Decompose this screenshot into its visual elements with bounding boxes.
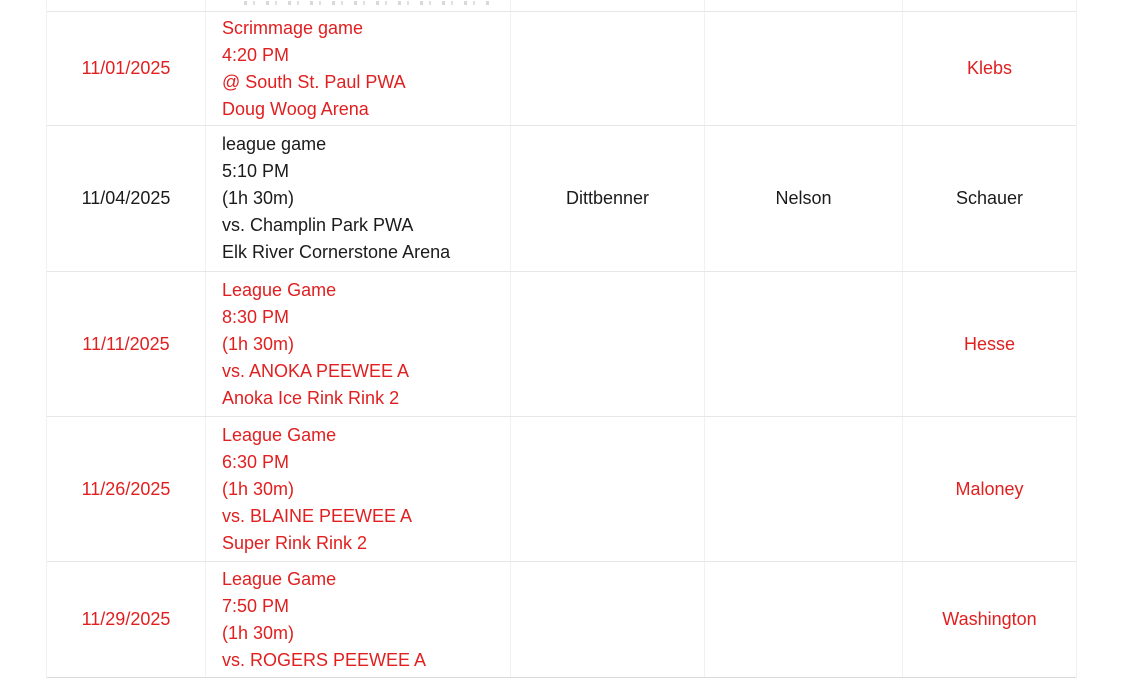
game-details-cell xyxy=(206,562,511,677)
game-detail-line: (1h 30m) xyxy=(222,622,295,643)
game-detail-line: 6:30 PM xyxy=(222,451,290,472)
official-2-cell xyxy=(705,272,903,416)
table-row xyxy=(47,272,1076,417)
game-detail-line: @ South St. Paul PWA xyxy=(222,71,406,92)
game-details-cell xyxy=(206,126,511,271)
date-cell: 11/29/2025 xyxy=(47,562,206,677)
game-detail-line: vs. ANOKA PEEWEE A xyxy=(222,360,410,381)
schedule-table-body xyxy=(47,12,1076,678)
game-detail-line: 7:50 PM xyxy=(222,595,290,616)
game-details-cell xyxy=(206,12,511,125)
official-3-cell: Washington xyxy=(942,609,1037,629)
game-detail-line: vs. ROGERS PEEWEE A xyxy=(222,649,427,670)
official-2-cell xyxy=(705,0,903,11)
official-1-cell xyxy=(511,12,705,125)
date-cell xyxy=(47,0,206,11)
game-details-cell xyxy=(206,272,511,416)
game-detail-line: (1h 30m) xyxy=(222,478,295,499)
game-detail-line: Super Rink Rink 2 xyxy=(222,532,368,553)
game-details-lines xyxy=(222,277,409,412)
game-detail-line: Anoka Ice Rink Rink 2 xyxy=(222,387,400,408)
game-details-cell xyxy=(206,0,511,11)
official-1-cell xyxy=(511,272,705,416)
game-details-lines xyxy=(222,422,412,557)
official-1-cell xyxy=(511,562,705,677)
game-details-lines xyxy=(222,566,426,674)
game-detail-line: League Game xyxy=(222,424,337,445)
game-detail-line: Doug Woog Arena xyxy=(222,98,369,119)
date-cell: 11/11/2025 xyxy=(47,272,206,416)
official-3-cell xyxy=(903,0,1076,11)
date-cell: 11/01/2025 xyxy=(47,12,206,125)
game-details-cell xyxy=(206,417,511,561)
game-detail-line: league game xyxy=(222,134,327,154)
official-2-cell: Nelson xyxy=(705,126,903,271)
game-detail-line: 8:30 PM xyxy=(222,306,290,327)
official-3-cell: Maloney xyxy=(955,478,1024,499)
official-3-cell: Hesse xyxy=(963,333,1016,354)
date-cell: 11/26/2025 xyxy=(47,417,206,561)
official-1-cell xyxy=(511,0,705,11)
clipped-row xyxy=(47,0,1076,12)
game-details-lines xyxy=(222,131,450,266)
game-details-lines xyxy=(222,15,406,123)
schedule-table xyxy=(46,0,1077,678)
game-detail-line: League Game xyxy=(222,568,337,589)
official-3-cell: Klebs xyxy=(966,58,1013,78)
game-detail-line: vs. Champlin Park PWA xyxy=(222,215,414,235)
table-row xyxy=(47,126,1076,272)
official-2-cell xyxy=(705,417,903,561)
table-row xyxy=(47,562,1076,678)
clipped-text-remnant xyxy=(244,1,491,5)
game-detail-line: vs. BLAINE PEEWEE A xyxy=(222,505,413,526)
official-2-cell xyxy=(705,12,903,125)
game-detail-line: League Game xyxy=(222,279,337,300)
official-1-cell xyxy=(511,417,705,561)
official-2-cell xyxy=(705,562,903,677)
game-detail-line: 4:20 PM xyxy=(222,44,290,65)
game-detail-line: Scrimmage game xyxy=(222,17,364,38)
game-detail-line: (1h 30m) xyxy=(222,188,295,208)
table-row xyxy=(47,417,1076,562)
date-cell: 11/04/2025 xyxy=(47,126,206,271)
game-detail-line: (1h 30m) xyxy=(222,333,295,354)
official-1-cell: Dittbenner xyxy=(511,126,705,271)
table-row xyxy=(47,12,1076,126)
official-3-cell: Schauer xyxy=(955,188,1024,208)
game-detail-line: Elk River Cornerstone Arena xyxy=(222,242,451,262)
game-detail-line: 5:10 PM xyxy=(222,161,290,181)
